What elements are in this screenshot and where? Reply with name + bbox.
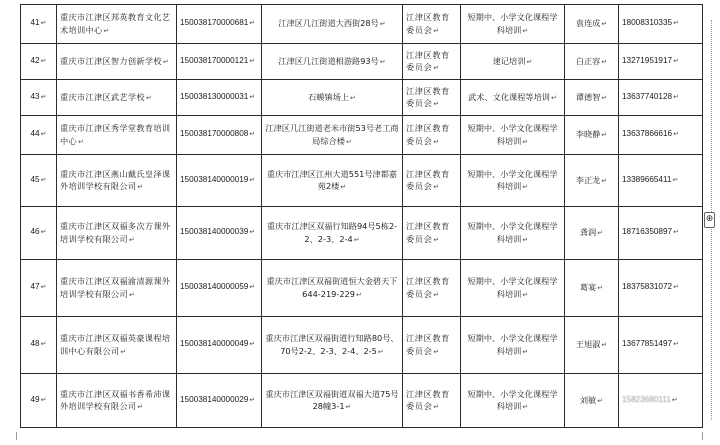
paragraph-mark-icon: ↵ bbox=[40, 131, 47, 139]
paragraph-mark-icon: ↵ bbox=[522, 290, 529, 299]
paragraph-mark-icon: ↵ bbox=[128, 290, 136, 299]
institution-address-cell[interactable] bbox=[262, 116, 403, 155]
institution-name-cell[interactable] bbox=[57, 44, 177, 80]
row-number-cell[interactable] bbox=[21, 116, 57, 155]
paragraph-mark-icon: ↵ bbox=[522, 403, 529, 411]
institution-address: 石蟆镇场上 bbox=[308, 91, 350, 102]
supervising-department: 江津区教育委员会 bbox=[406, 49, 450, 72]
contact-phone-cell[interactable] bbox=[619, 374, 703, 428]
license-code: 150038170000681 bbox=[180, 18, 249, 28]
paragraph-mark-icon: ↵ bbox=[673, 284, 679, 292]
supervising-department-cell[interactable] bbox=[403, 80, 461, 116]
institution-address-cell[interactable] bbox=[262, 260, 403, 317]
contact-phone: 18716350897 bbox=[622, 227, 673, 237]
license-code: 150038140000039 bbox=[180, 227, 249, 237]
paragraph-mark-icon: ↵ bbox=[40, 57, 47, 65]
training-scope: 短期中、小学文化课程学科培训 bbox=[467, 388, 558, 411]
institution-name-cell[interactable] bbox=[57, 116, 177, 155]
paragraph-mark-icon: ↵ bbox=[601, 93, 608, 102]
institution-address: 重庆市江津区双福行知路94号5栋2-2、2-3、2-4 bbox=[266, 221, 398, 244]
training-scope: 短期中、小学文化课程学科培训 bbox=[467, 168, 558, 191]
license-code-cell[interactable] bbox=[177, 260, 262, 317]
contact-phone-cell[interactable] bbox=[619, 260, 703, 317]
paragraph-mark-icon: ↵ bbox=[522, 137, 529, 146]
contact-phone: 13637740128 bbox=[622, 91, 673, 101]
legal-representative: 王旭淑 bbox=[575, 339, 601, 350]
paragraph-mark-icon: ↵ bbox=[522, 26, 529, 35]
row-number-cell[interactable] bbox=[21, 374, 57, 428]
row-number-cell[interactable] bbox=[21, 155, 57, 207]
institution-name: 重庆市江津区双福英豪课程培训中心有限公司 bbox=[60, 333, 171, 356]
row-number-cell[interactable] bbox=[21, 44, 57, 80]
row-number-cell[interactable] bbox=[21, 5, 57, 44]
supervising-department-cell[interactable] bbox=[403, 374, 461, 428]
legal-representative-cell[interactable] bbox=[565, 317, 619, 374]
legal-representative: 李晓静 bbox=[575, 129, 601, 140]
paragraph-mark-icon: ↵ bbox=[355, 290, 362, 299]
paragraph-mark-icon: ↵ bbox=[597, 396, 604, 405]
legal-representative: 龚润 bbox=[579, 227, 597, 238]
license-code-cell[interactable] bbox=[177, 155, 262, 207]
institution-name-cell[interactable] bbox=[57, 317, 177, 374]
paragraph-mark-icon: ↵ bbox=[40, 396, 47, 404]
paragraph-mark-icon: ↵ bbox=[673, 341, 679, 349]
legal-representative-cell[interactable] bbox=[565, 155, 619, 207]
paragraph-mark-icon: ↵ bbox=[601, 20, 608, 29]
paragraph-mark-icon: ↵ bbox=[162, 57, 170, 66]
institution-address-cell[interactable] bbox=[262, 44, 403, 80]
training-scope-cell[interactable] bbox=[461, 44, 565, 80]
paragraph-mark-icon: ↵ bbox=[249, 131, 256, 139]
table-row bbox=[21, 155, 703, 207]
legal-representative-cell[interactable] bbox=[565, 260, 619, 317]
license-code: 150038140000059 bbox=[180, 282, 249, 292]
paragraph-mark-icon: ↵ bbox=[433, 347, 440, 356]
table-row bbox=[21, 317, 703, 374]
contact-phone: 18008310335 bbox=[622, 18, 673, 28]
institution-name-cell[interactable] bbox=[57, 80, 177, 116]
paragraph-mark-icon: ↵ bbox=[601, 57, 608, 66]
paragraph-mark-icon: ↵ bbox=[249, 341, 256, 349]
page-corner-mark bbox=[8, 432, 17, 440]
institution-address: 江津区几江街道老米市街53号老工商局综合楼 bbox=[265, 123, 399, 146]
training-scope: 短期中、小学文化课程学科培训 bbox=[467, 123, 558, 146]
table-row bbox=[21, 207, 703, 260]
contact-phone-cell[interactable] bbox=[619, 5, 703, 44]
license-code-cell[interactable] bbox=[177, 116, 262, 155]
paragraph-mark-icon: ↵ bbox=[137, 403, 144, 411]
paragraph-mark-icon: ↵ bbox=[249, 57, 256, 65]
supervising-department-cell[interactable] bbox=[403, 116, 461, 155]
license-code: 150038140000029 bbox=[180, 394, 249, 404]
legal-representative: 白正容 bbox=[575, 55, 601, 66]
paragraph-mark-icon: ↵ bbox=[249, 229, 256, 237]
license-code-cell[interactable] bbox=[177, 5, 262, 44]
supervising-department: 江津区教育委员会 bbox=[406, 123, 450, 146]
table-move-handle-icon[interactable]: ⊕ bbox=[704, 212, 715, 228]
license-code: 150038130000031 bbox=[180, 91, 249, 101]
paragraph-mark-icon: ↵ bbox=[128, 235, 136, 244]
supervising-department: 江津区教育委员会 bbox=[406, 168, 450, 191]
paragraph-mark-icon: ↵ bbox=[137, 183, 144, 191]
contact-phone: 13271951917 bbox=[622, 55, 673, 65]
license-code-cell[interactable] bbox=[177, 317, 262, 374]
license-code: 150038140000019 bbox=[180, 174, 249, 184]
legal-representative-cell[interactable] bbox=[565, 207, 619, 260]
institution-address: 重庆市江津区江州大道551号津都嘉苑2楼 bbox=[266, 168, 398, 191]
supervising-department-cell[interactable] bbox=[403, 317, 461, 374]
table-row bbox=[21, 5, 703, 44]
institution-address: 江津区几江街道相游路93号 bbox=[278, 55, 379, 66]
legal-representative: 李正龙 bbox=[575, 174, 601, 185]
contact-phone-cell[interactable] bbox=[619, 116, 703, 155]
institution-name: 重庆市江津区双福书香希沛课外培训学校有限公司 bbox=[60, 388, 171, 411]
license-code-cell[interactable] bbox=[177, 207, 262, 260]
legal-representative-cell[interactable] bbox=[565, 5, 619, 44]
row-number: 43 bbox=[30, 91, 40, 101]
paragraph-mark-icon: ↵ bbox=[249, 176, 256, 184]
paragraph-mark-icon: ↵ bbox=[40, 93, 47, 101]
institution-name: 重庆市江津区燕山戴氏皇泽课外培训学校有限公司 bbox=[60, 168, 171, 191]
paragraph-mark-icon: ↵ bbox=[249, 284, 256, 292]
table-row bbox=[21, 260, 703, 317]
paragraph-mark-icon: ↵ bbox=[601, 341, 608, 350]
supervising-department-cell[interactable] bbox=[403, 5, 461, 44]
paragraph-mark-icon: ↵ bbox=[103, 26, 110, 35]
paragraph-mark-icon: ↵ bbox=[522, 235, 529, 244]
paragraph-mark-icon: ↵ bbox=[673, 57, 679, 65]
institution-name: 重庆市江津区双福多次方课外培训学校有限公司 bbox=[60, 221, 171, 244]
contact-phone: 13389665411 bbox=[622, 174, 672, 184]
training-scope: 短期中、小学文化课程学科培训 bbox=[467, 12, 558, 35]
contact-phone: 18375831072 bbox=[622, 282, 673, 292]
supervising-department: 江津区教育委员会 bbox=[406, 12, 450, 35]
training-scope: 武术、文化课程等培训 bbox=[468, 91, 550, 102]
row-number-cell[interactable] bbox=[21, 260, 57, 317]
paragraph-mark-icon: ↵ bbox=[597, 229, 604, 238]
paragraph-mark-icon: ↵ bbox=[40, 229, 47, 237]
institution-address-cell[interactable] bbox=[262, 5, 403, 44]
institution-table bbox=[20, 4, 703, 428]
license-code-cell[interactable] bbox=[177, 80, 262, 116]
institution-name: 重庆市江津区双福渝清源课外培训学校有限公司 bbox=[60, 276, 171, 299]
institution-name-cell[interactable] bbox=[57, 260, 177, 317]
institution-name-cell[interactable] bbox=[57, 155, 177, 207]
contact-phone-cell[interactable] bbox=[619, 80, 703, 116]
paragraph-mark-icon: ↵ bbox=[345, 403, 352, 411]
paragraph-mark-icon: ↵ bbox=[40, 176, 47, 184]
institution-address: 重庆市江津区双福街道行知路80号、70号2-2、2-3、2-4、2-5 bbox=[265, 333, 399, 356]
training-scope-cell[interactable] bbox=[461, 116, 565, 155]
institution-address-cell[interactable] bbox=[262, 317, 403, 374]
row-number: 46 bbox=[30, 227, 40, 237]
row-number-cell[interactable] bbox=[21, 80, 57, 116]
legal-representative: 刘敏 bbox=[579, 394, 597, 405]
paragraph-mark-icon: ↵ bbox=[40, 20, 47, 28]
paragraph-mark-icon: ↵ bbox=[522, 347, 529, 356]
legal-representative: 葛宴 bbox=[579, 282, 597, 293]
paragraph-mark-icon: ↵ bbox=[120, 347, 127, 356]
institution-address-cell[interactable] bbox=[262, 374, 403, 428]
table-row bbox=[21, 374, 703, 428]
paragraph-mark-icon: ↵ bbox=[433, 403, 440, 411]
paragraph-mark-icon: ↵ bbox=[526, 57, 533, 66]
training-scope-cell[interactable] bbox=[461, 155, 565, 207]
contact-phone: 15823680111 bbox=[622, 394, 671, 404]
institution-name: 重庆市江津区智力创新学校 bbox=[60, 55, 162, 66]
supervising-department-cell[interactable] bbox=[403, 207, 461, 260]
row-number: 44 bbox=[30, 129, 40, 139]
institution-name-cell[interactable] bbox=[57, 5, 177, 44]
license-code: 150038170000808 bbox=[180, 129, 249, 139]
supervising-department: 江津区教育委员会 bbox=[406, 388, 450, 411]
paragraph-mark-icon: ↵ bbox=[249, 396, 256, 404]
paragraph-mark-icon: ↵ bbox=[249, 20, 256, 28]
training-scope: 短期中、小学文化课程学科培训 bbox=[467, 276, 558, 299]
supervising-department: 江津区教育委员会 bbox=[406, 276, 450, 299]
legal-representative-cell[interactable] bbox=[565, 80, 619, 116]
contact-phone: 13637866616 bbox=[622, 129, 673, 139]
paragraph-mark-icon: ↵ bbox=[433, 290, 440, 299]
paragraph-mark-icon: ↵ bbox=[40, 284, 47, 292]
paragraph-mark-icon: ↵ bbox=[672, 176, 679, 184]
training-scope: 速记培训 bbox=[492, 55, 526, 66]
training-scope-cell[interactable] bbox=[461, 317, 565, 374]
training-scope: 短期中、小学文化课程学科培训 bbox=[467, 333, 558, 356]
institution-address: 重庆市江津区双福街道恒大金碧天下644-219-229 bbox=[266, 276, 398, 299]
contact-phone-cell[interactable] bbox=[619, 155, 703, 207]
paragraph-mark-icon: ↵ bbox=[433, 64, 440, 72]
paragraph-mark-icon: ↵ bbox=[353, 235, 360, 244]
paragraph-mark-icon: ↵ bbox=[673, 93, 679, 101]
paragraph-mark-icon: ↵ bbox=[433, 100, 440, 108]
institution-name: 重庆市江津区武艺学校 bbox=[60, 91, 145, 102]
row-number-cell[interactable] bbox=[21, 207, 57, 260]
institution-address-cell[interactable] bbox=[262, 80, 403, 116]
paragraph-mark-icon: ↵ bbox=[433, 183, 440, 191]
contact-phone-cell[interactable] bbox=[619, 44, 703, 80]
row-number: 42 bbox=[30, 55, 40, 65]
paragraph-mark-icon: ↵ bbox=[673, 20, 679, 28]
supervising-department: 江津区教育委员会 bbox=[406, 221, 450, 244]
license-code: 150038140000049 bbox=[180, 339, 249, 349]
row-number: 47 bbox=[30, 282, 40, 292]
contact-phone-cell[interactable] bbox=[619, 207, 703, 260]
institution-address: 江津区几江街道大西街28号 bbox=[278, 18, 379, 29]
institution-address-cell[interactable] bbox=[262, 207, 403, 260]
paragraph-mark-icon: ↵ bbox=[249, 93, 256, 101]
table-row bbox=[21, 80, 703, 116]
paragraph-mark-icon: ↵ bbox=[601, 176, 608, 185]
legal-representative-cell[interactable] bbox=[565, 44, 619, 80]
legal-representative: 袁连成 bbox=[575, 18, 601, 29]
paragraph-mark-icon: ↵ bbox=[433, 137, 440, 146]
supervising-department-cell[interactable] bbox=[403, 44, 461, 80]
institution-name: 重庆市江津区秀学堂教育培训中心 bbox=[60, 123, 171, 146]
paragraph-mark-icon: ↵ bbox=[350, 93, 356, 102]
contact-phone: 13677851497 bbox=[622, 339, 673, 349]
paragraph-mark-icon: ↵ bbox=[597, 284, 604, 293]
paragraph-mark-icon: ↵ bbox=[345, 137, 352, 146]
row-number: 49 bbox=[30, 394, 40, 404]
paragraph-mark-icon: ↵ bbox=[601, 131, 608, 140]
training-scope-cell[interactable] bbox=[461, 207, 565, 260]
supervising-department-cell[interactable] bbox=[403, 260, 461, 317]
legal-representative-cell[interactable] bbox=[565, 374, 619, 428]
paragraph-mark-icon: ↵ bbox=[40, 341, 47, 349]
paragraph-mark-icon: ↵ bbox=[379, 20, 386, 29]
paragraph-mark-icon: ↵ bbox=[379, 57, 386, 66]
legal-representative: 谭德智 bbox=[575, 91, 601, 102]
training-scope-cell[interactable] bbox=[461, 5, 565, 44]
paragraph-mark-icon: ↵ bbox=[551, 93, 557, 102]
institution-address: 重庆市江津区双福街道双福大道75号28幢3-1 bbox=[265, 388, 399, 411]
row-number: 45 bbox=[30, 174, 40, 184]
paragraph-mark-icon: ↵ bbox=[522, 183, 529, 191]
contact-phone-cell[interactable] bbox=[619, 317, 703, 374]
paragraph-mark-icon: ↵ bbox=[433, 26, 440, 35]
training-scope: 短期中、小学文化课程学科培训 bbox=[467, 221, 558, 244]
institution-name-cell[interactable] bbox=[57, 207, 177, 260]
license-code: 150038170000121 bbox=[180, 55, 249, 65]
training-scope-cell[interactable] bbox=[461, 260, 565, 317]
training-scope-cell[interactable] bbox=[461, 80, 565, 116]
supervising-department: 江津区教育委员会 bbox=[406, 85, 450, 108]
paragraph-mark-icon: ↵ bbox=[145, 93, 153, 102]
paragraph-mark-icon: ↵ bbox=[377, 347, 384, 356]
row-number-cell[interactable] bbox=[21, 317, 57, 374]
license-code-cell[interactable] bbox=[177, 44, 262, 80]
table-row bbox=[21, 116, 703, 155]
page-corner-mark bbox=[702, 432, 711, 440]
row-number: 41 bbox=[30, 18, 40, 28]
institution-address-cell[interactable] bbox=[262, 155, 403, 207]
paragraph-mark-icon: ↵ bbox=[77, 137, 85, 146]
institution-name: 重庆市江津区邦英教育文化艺术培训中心 bbox=[60, 12, 171, 35]
supervising-department: 江津区教育委员会 bbox=[406, 333, 450, 356]
paragraph-mark-icon: ↵ bbox=[671, 396, 678, 404]
table-row bbox=[21, 44, 703, 80]
paragraph-mark-icon: ↵ bbox=[673, 131, 679, 139]
institution-name-cell[interactable] bbox=[57, 374, 177, 428]
supervising-department-cell[interactable] bbox=[403, 155, 461, 207]
paragraph-mark-icon: ↵ bbox=[340, 183, 347, 191]
paragraph-mark-icon: ↵ bbox=[673, 229, 679, 237]
row-number: 48 bbox=[30, 339, 40, 349]
legal-representative-cell[interactable] bbox=[565, 116, 619, 155]
paragraph-mark-icon: ↵ bbox=[433, 235, 440, 244]
training-scope-cell[interactable] bbox=[461, 374, 565, 428]
license-code-cell[interactable] bbox=[177, 374, 262, 428]
